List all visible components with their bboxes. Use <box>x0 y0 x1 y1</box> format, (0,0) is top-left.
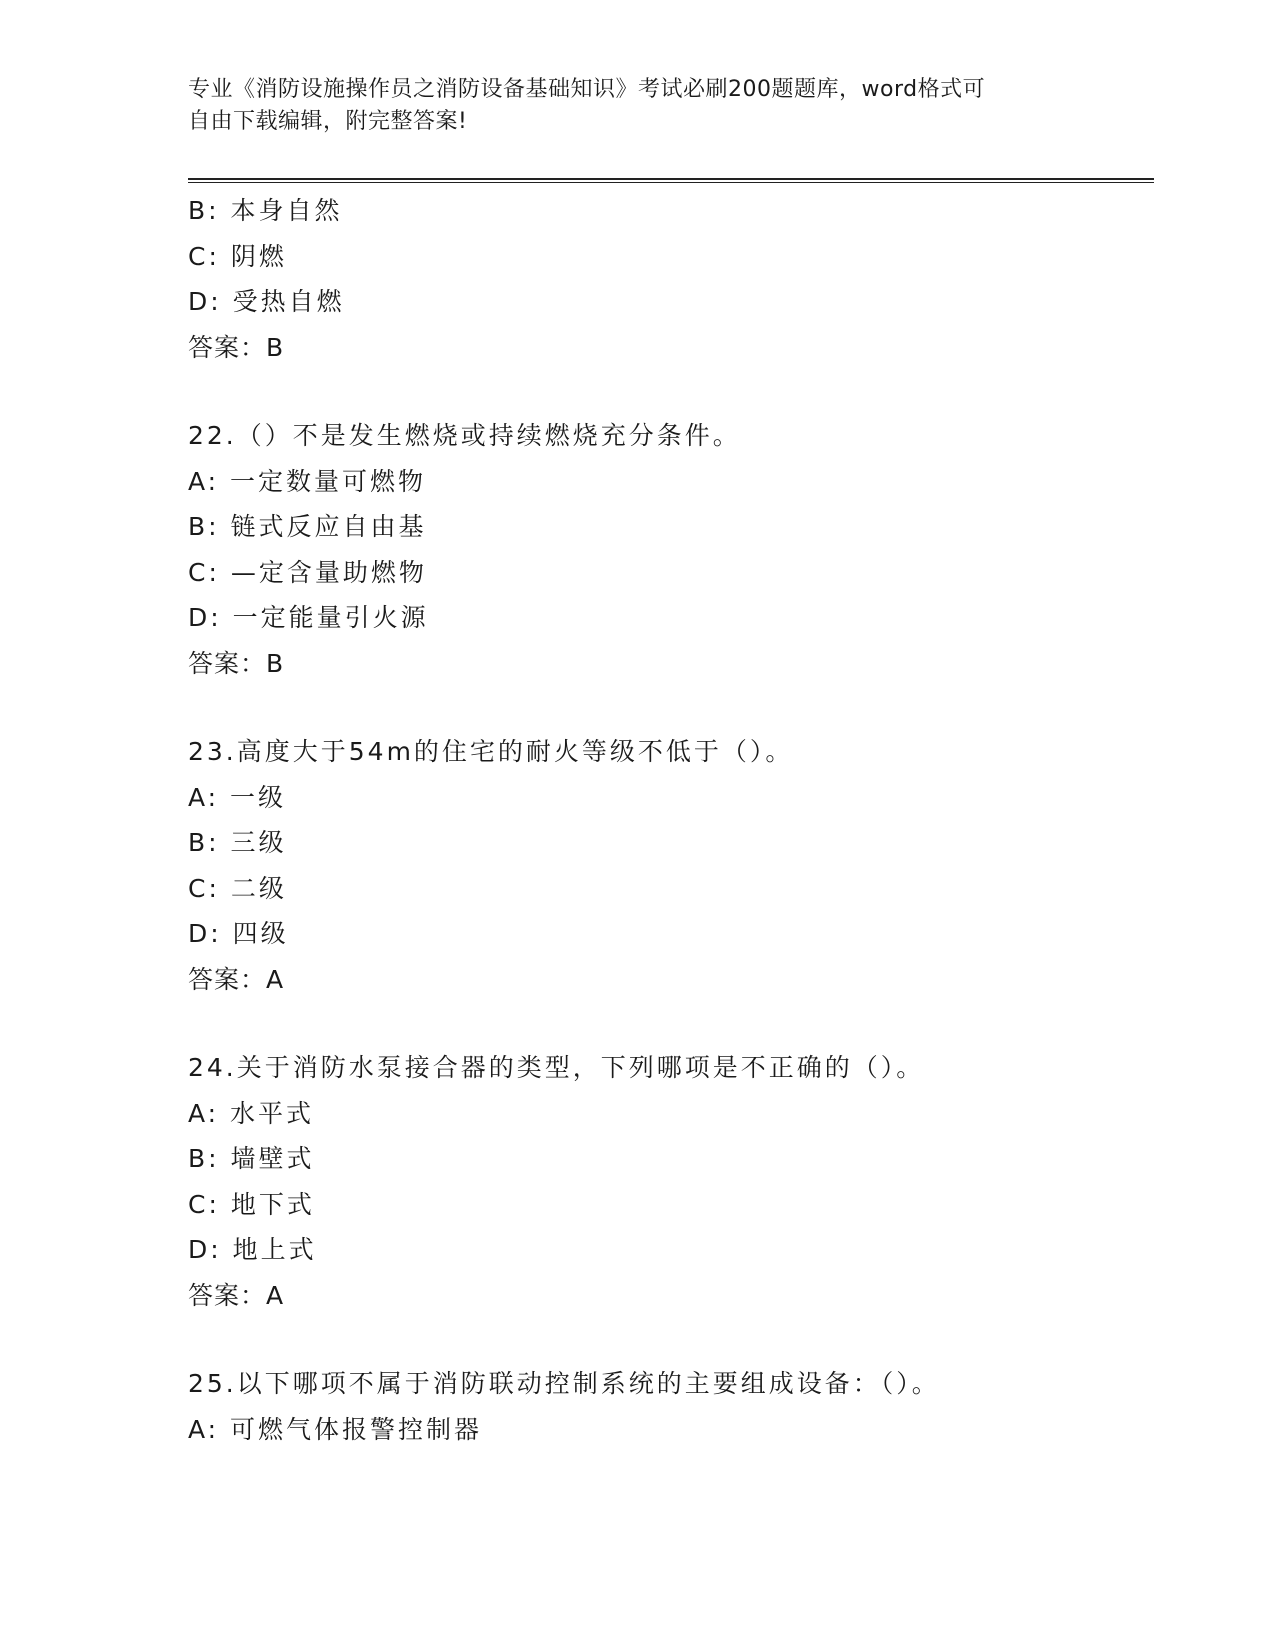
page-header <box>188 74 1068 138</box>
question-block-24 <box>188 1045 1154 1318</box>
header-line-2: 自由下载编辑，附完整答案! <box>188 109 468 134</box>
question-block-23 <box>188 729 1154 1002</box>
question-text: 23.高度大于54m的住宅的耐火等级不低于（）。 <box>188 737 794 766</box>
option-line: D: 受热自燃 <box>188 287 345 316</box>
option-line: A: 一级 <box>188 782 287 812</box>
option-line: B: 本身自然 <box>188 196 343 225</box>
question-text: 25.以下哪项不属于消防联动控制系统的主要组成设备：（）。 <box>188 1369 940 1398</box>
option-line: B: 三级 <box>188 828 287 857</box>
question-text: 22.（）不是发生燃烧或持续燃烧充分条件。 <box>188 421 741 450</box>
question-block-25 <box>188 1361 1154 1452</box>
answer-line: 答案：B <box>188 332 285 362</box>
header-line-1: 专业《消防设施操作员之消防设备基础知识》考试必刷200题题库，word格式可 <box>188 77 986 102</box>
carryover-block <box>188 188 1154 370</box>
answer-line: 答案：A <box>188 1280 285 1310</box>
header-divider <box>188 178 1154 183</box>
option-line: B: 墙壁式 <box>188 1144 315 1173</box>
document-body <box>188 188 1154 1452</box>
option-line: C: —定含量助燃物 <box>188 557 427 587</box>
option-line: D: 四级 <box>188 919 289 948</box>
question-block-22 <box>188 413 1154 686</box>
option-line: A: 水平式 <box>188 1098 315 1128</box>
option-line: C: 二级 <box>188 873 287 903</box>
option-line: A: 一定数量可燃物 <box>188 466 427 496</box>
option-line: B: 链式反应自由基 <box>188 512 427 541</box>
answer-line: 答案：B <box>188 648 285 678</box>
option-line: C: 地下式 <box>188 1189 315 1219</box>
option-line: A: 可燃气体报警控制器 <box>188 1414 483 1444</box>
option-line: D: 一定能量引火源 <box>188 603 429 632</box>
option-line: C: 阴燃 <box>188 241 287 271</box>
option-line: D: 地上式 <box>188 1235 317 1264</box>
question-text: 24.关于消防水泵接合器的类型，下列哪项是不正确的（）。 <box>188 1053 925 1082</box>
answer-line: 答案：A <box>188 964 285 994</box>
